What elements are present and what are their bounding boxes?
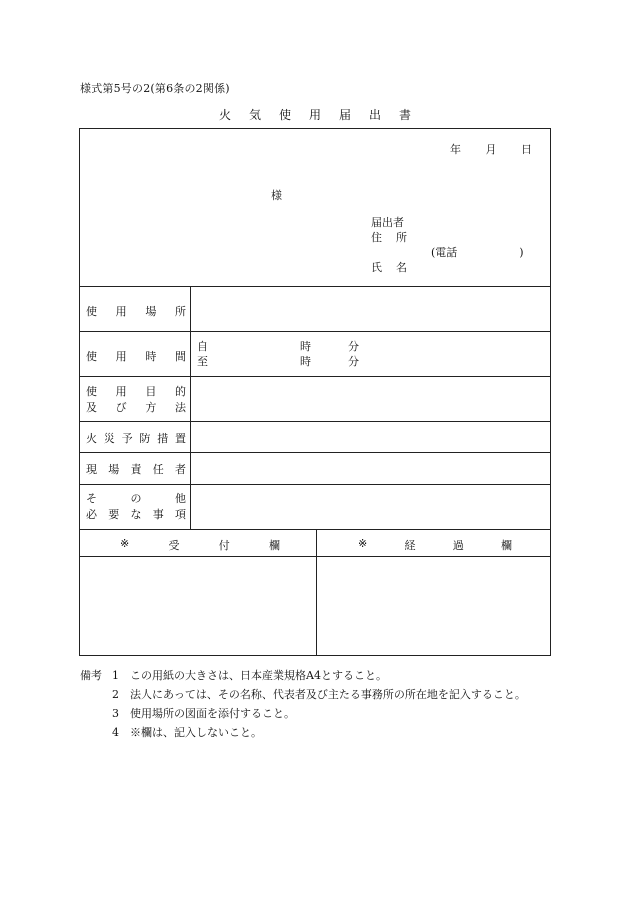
- label-column-divider: [190, 286, 191, 529]
- document-title: 火 気 使 用 届 出 書: [218, 108, 412, 122]
- row-divider: [80, 452, 550, 453]
- row-divider: [80, 529, 550, 530]
- phone-field[interactable]: (電話 ): [431, 246, 524, 259]
- form-number: 様式第5号の2(第6条の2関係): [80, 82, 230, 95]
- row-divider: [80, 556, 550, 557]
- row-divider: [80, 286, 550, 287]
- remark-item: 2 法人にあっては、その名称、代表者及び主たる事務所の所在地を記入すること。: [112, 688, 526, 701]
- date-field[interactable]: 年 月 日: [450, 143, 532, 156]
- row-divider: [80, 331, 550, 332]
- purpose-method-label: 使 用 目 的 及 び 方 法: [86, 385, 186, 414]
- fire-prevention-label: 火 災 予 防 措 置: [86, 432, 186, 445]
- row-divider: [80, 376, 550, 377]
- addressee-suffix: 様: [271, 189, 282, 202]
- progress-header: ※ 経 過 欄: [358, 537, 512, 552]
- remark-item: 4 ※欄は、記入しないこと。: [112, 726, 262, 739]
- applicant-label: 届出者: [371, 216, 404, 229]
- remarks: [80, 666, 526, 742]
- office-column-divider: [316, 529, 317, 656]
- row-divider: [80, 484, 550, 485]
- site-manager-label: 現 場 責 任 者: [86, 463, 186, 476]
- remark-item: 備考 1 この用紙の大きさは、日本産業規格A4とすること。: [80, 669, 387, 682]
- usage-time-label: 使 用 時 間: [86, 350, 186, 363]
- name-label[interactable]: 氏 名: [371, 261, 407, 274]
- form-frame: [79, 128, 551, 656]
- reception-header: ※ 受 付 欄: [120, 537, 280, 552]
- other-matters-label: そ の 他 必 要 な 事 項: [86, 492, 186, 521]
- usage-location-label: 使 用 場 所: [86, 305, 186, 318]
- remark-item: 3 使用場所の図面を添付すること。: [112, 707, 295, 720]
- address-label[interactable]: 住 所: [371, 231, 407, 244]
- row-divider: [80, 421, 550, 422]
- applicant-block: [371, 215, 524, 275]
- time-range-field[interactable]: 自 時 分 至 時 分: [197, 340, 359, 368]
